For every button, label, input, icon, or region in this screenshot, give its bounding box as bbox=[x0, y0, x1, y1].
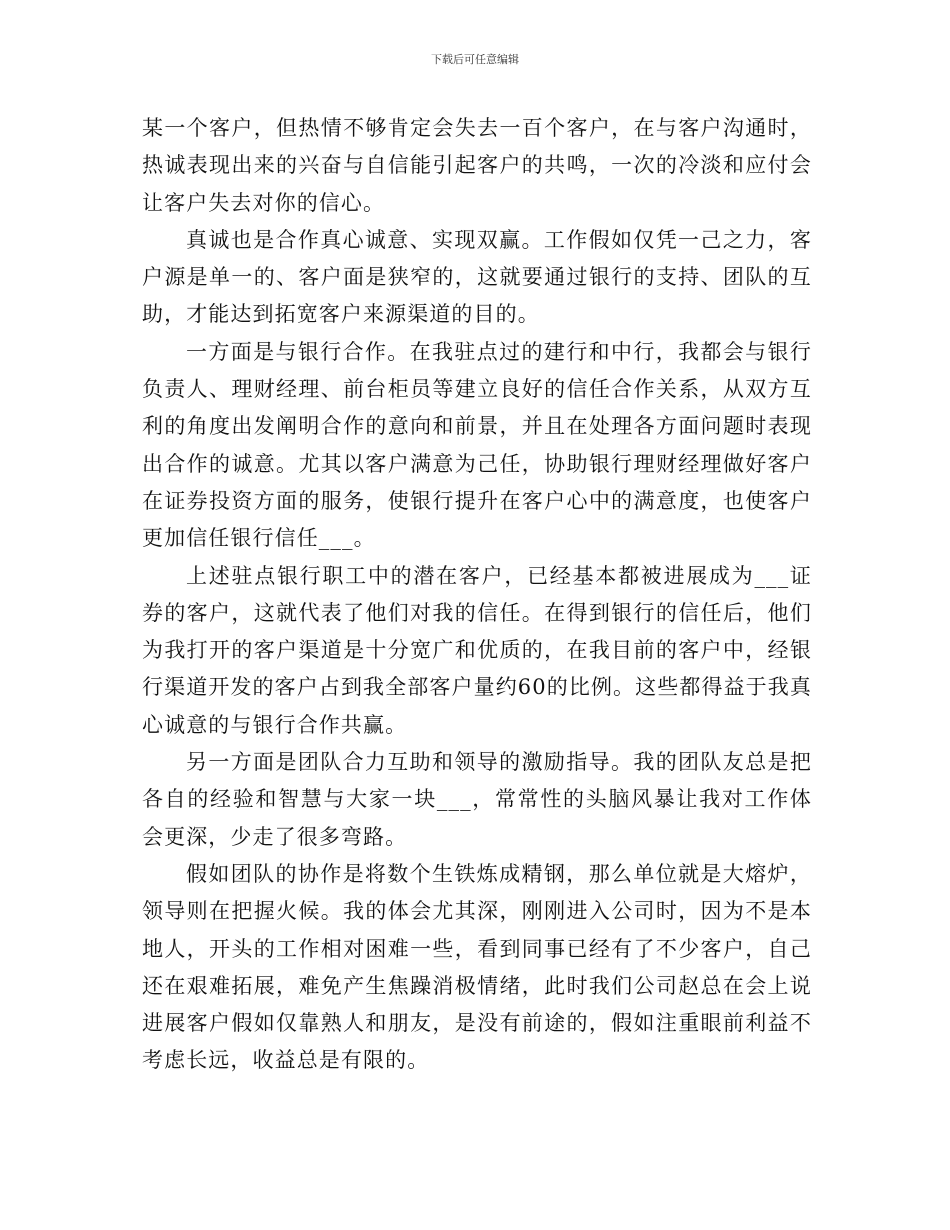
paragraph-5: 另一方面是团队合力互助和领导的激励指导。我的团队友总是把各自的经验和智慧与大家一块___，常常性的头脑风暴让我对工作体会更深，少走了很多弯路。 bbox=[142, 750, 812, 849]
paragraph-1: 某一个客户，但热情不够肯定会失去一百个客户，在与客户沟通时，热诚表现出来的兴奋与自信能引起客户的共鸣，一次的冷淡和应付会让客户失去对你的信心。 bbox=[142, 116, 812, 215]
paragraph-6: 假如团队的协作是将数个生铁炼成精钢，那么单位就是大熔炉，领导则在把握火候。我的体会尤其深，刚刚进入公司时，因为不是本地人，开头的工作相对困难一些，看到同事已经有了不少客户，自己还在艰难拓展，难免产生焦躁消极情绪，此时我们公司赵总在会上说进展客户假如仅靠熟人和朋友，是没有前途的，假如注重眼前利益不考虑长远，收益总是有限的。 bbox=[142, 861, 812, 1073]
document-body bbox=[142, 110, 812, 1080]
page-header-note: 下载后可任意编辑 bbox=[431, 53, 519, 66]
paragraph-3: 一方面是与银行合作。在我驻点过的建行和中行，我都会与银行负责人、理财经理、前台柜员等建立良好的信任合作关系，从双方互利的角度出发阐明合作的意向和前景，并且在处理各方面问题时表现出合作的诚意。尤其以客户满意为己任，协助银行理财经理做好客户在证券投资方面的服务，使银行提升在客户心中的满意度，也使客户更加信任银行信任___。 bbox=[142, 339, 812, 551]
paragraph-4: 上述驻点银行职工中的潜在客户，已经基本都被进展成为___证券的客户，这就代表了他们对我的信任。在得到银行的信任后，他们为我打开的客户渠道是十分宽广和优质的，在我目前的客户中，经银行渠道开发的客户占到我全部客户量约60的比例。这些都得益于我真心诚意的与银行合作共赢。 bbox=[142, 563, 812, 737]
paragraph-2: 真诚也是合作真心诚意、实现双赢。工作假如仅凭一己之力，客户源是单一的、客户面是狭窄的，这就要通过银行的支持、团队的互助，才能达到拓宽客户来源渠道的目的。 bbox=[142, 227, 812, 327]
